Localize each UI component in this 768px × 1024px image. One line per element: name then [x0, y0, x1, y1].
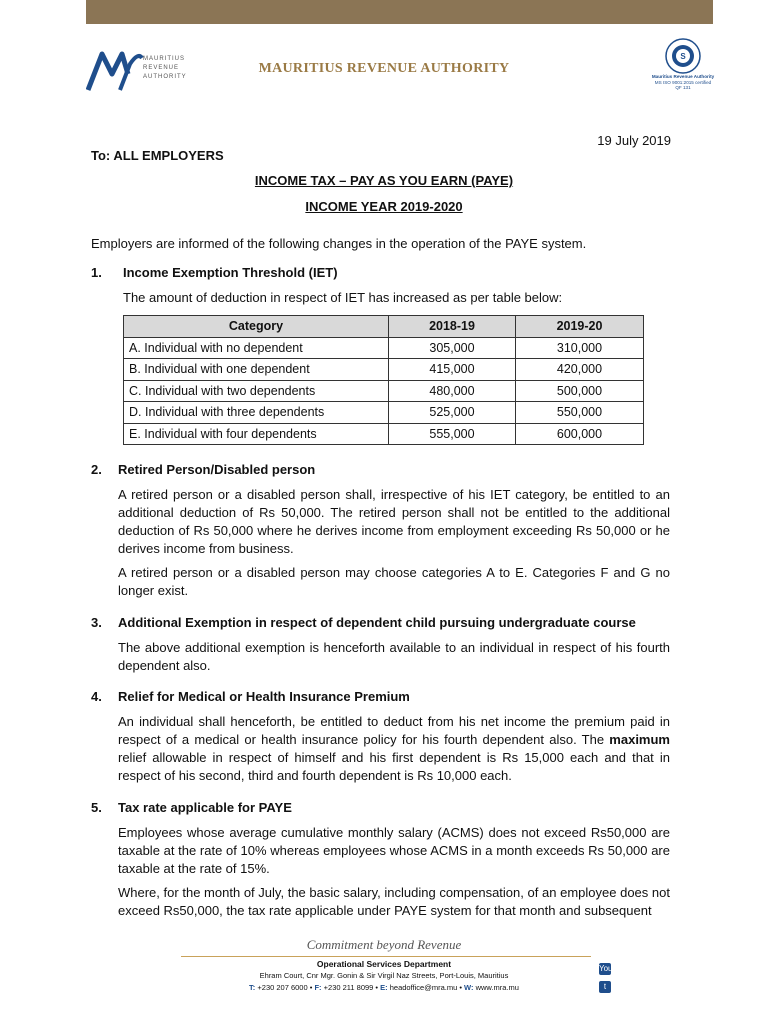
document-date: 19 July 2019	[597, 133, 671, 148]
section-number: 5.	[91, 800, 102, 815]
table-row	[124, 402, 644, 424]
document-heading: INCOME TAX – PAY AS YOU EARN (PAYE)	[254, 173, 514, 188]
twitter-icon[interactable]: t	[599, 981, 611, 993]
table-cell: 420,000	[516, 359, 644, 381]
table-cell: B. Individual with one dependent	[124, 359, 389, 381]
table-row	[124, 359, 644, 381]
table-cell: E. Individual with four dependents	[124, 423, 389, 445]
section-number: 3.	[91, 615, 102, 630]
column-header: 2019-20	[516, 316, 644, 338]
table-cell: 500,000	[516, 380, 644, 402]
section-title: Relief for Medical or Health Insurance Premium	[118, 689, 410, 704]
table-cell: 550,000	[516, 402, 644, 424]
table-row	[124, 423, 644, 445]
footer-motto: Commitment beyond Revenue	[306, 937, 462, 952]
section-title: Tax rate applicable for PAYE	[118, 800, 292, 815]
intro-paragraph: Employers are informed of the following changes in the operation of the PAYE system.	[91, 236, 587, 251]
table-cell: 415,000	[389, 359, 516, 381]
section-paragraph: A retired person or a disabled person may choose categories A to E. Categories F and G no longer exist.	[118, 565, 670, 598]
table-row	[124, 337, 644, 359]
table-cell: 480,000	[389, 380, 516, 402]
table-row	[124, 380, 644, 402]
authority-title: MAURITIUS REVENUE AUTHORITY	[258, 61, 510, 76]
iet-table	[123, 315, 644, 445]
table-cell: 305,000	[389, 337, 516, 359]
table-cell: 600,000	[516, 423, 644, 445]
table-header-row	[124, 316, 644, 338]
addressee: To: ALL EMPLOYERS	[91, 148, 224, 163]
column-header: 2018-19	[389, 316, 516, 338]
table-cell: 310,000	[516, 337, 644, 359]
document-subheading: INCOME YEAR 2019-2020	[305, 199, 463, 214]
section-paragraph: Where, for the month of July, the basic salary, including compensation, of an employee does not exceed Rs50,000, the tax rate applicable under PAYE system for that month and subsequent	[118, 885, 670, 918]
seal-icon	[665, 38, 701, 74]
section-title: Income Exemption Threshold (IET)	[123, 265, 338, 280]
section-number: 4.	[91, 689, 102, 704]
youtube-icon[interactable]: You	[599, 964, 613, 973]
header-band	[86, 0, 713, 24]
seal-line: Mauritius Revenue Authority	[651, 74, 715, 79]
section-paragraph: An individual shall henceforth, be entitled to deduct from his net income the premium paid in respect of a medical or health insurance policy for his fourth dependent also. The maximum relief allowable in respect of himself and his first dependent is Rs 15,000 each and that in respect of his second, third and fourth dependent is Rs 10,000 each.	[118, 714, 670, 783]
footer-contact: T: +230 207 6000 • F: +230 211 8099 • E: headoffice@mra.mu • W: www.mra.mu	[249, 983, 519, 992]
iso-seal	[648, 38, 718, 91]
section-paragraph: The above additional exemption is henceforth available to an individual in respect of his fourth dependent also.	[118, 640, 670, 673]
seal-line: MS ISO 9001:2015 certified	[654, 79, 712, 85]
section-paragraph: Employees whose average cumulative monthly salary (ACMS) does not exceed Rs50,000 are taxable at the rate of 10% whereas employees whose ACMS in a month exceeds Rs 50,000 are taxable at the rate of 15%.	[118, 825, 670, 876]
table-cell: C. Individual with two dependents	[124, 380, 389, 402]
footer-divider	[181, 956, 591, 957]
section-number: 2.	[91, 462, 102, 477]
section-number: 1.	[91, 265, 102, 280]
table-cell: 525,000	[389, 402, 516, 424]
column-header: Category	[124, 316, 389, 338]
table-cell: 555,000	[389, 423, 516, 445]
section-paragraph: A retired person or a disabled person shall, irrespective of his IET category, be entitled to an additional deduction of Rs 50,000. The retired person shall not be entitled to the additional deduction of Rs 50,000 where he derives income from employment exceeding Rs 50,000 or he derives income from business.	[118, 487, 670, 556]
logo-text: MAURITIUS REVENUE AUTHORITY	[143, 56, 187, 80]
seal-line: QF 131	[675, 85, 691, 90]
section-paragraph: The amount of deduction in respect of IET has increased as per table below:	[123, 290, 563, 305]
table-cell: D. Individual with three dependents	[124, 402, 389, 424]
svg-text:S: S	[680, 52, 686, 61]
footer-department: Operational Services Department	[316, 959, 452, 969]
footer-address: Ehram Court, Cnr Mgr. Gonin & Sir Virgil Naz Streets, Port-Louis, Mauritius	[259, 971, 509, 980]
table-cell: A. Individual with no dependent	[124, 337, 389, 359]
section-title: Retired Person/Disabled person	[118, 462, 316, 477]
section-title: Additional Exemption in respect of dependent child pursuing undergraduate course	[118, 615, 636, 630]
